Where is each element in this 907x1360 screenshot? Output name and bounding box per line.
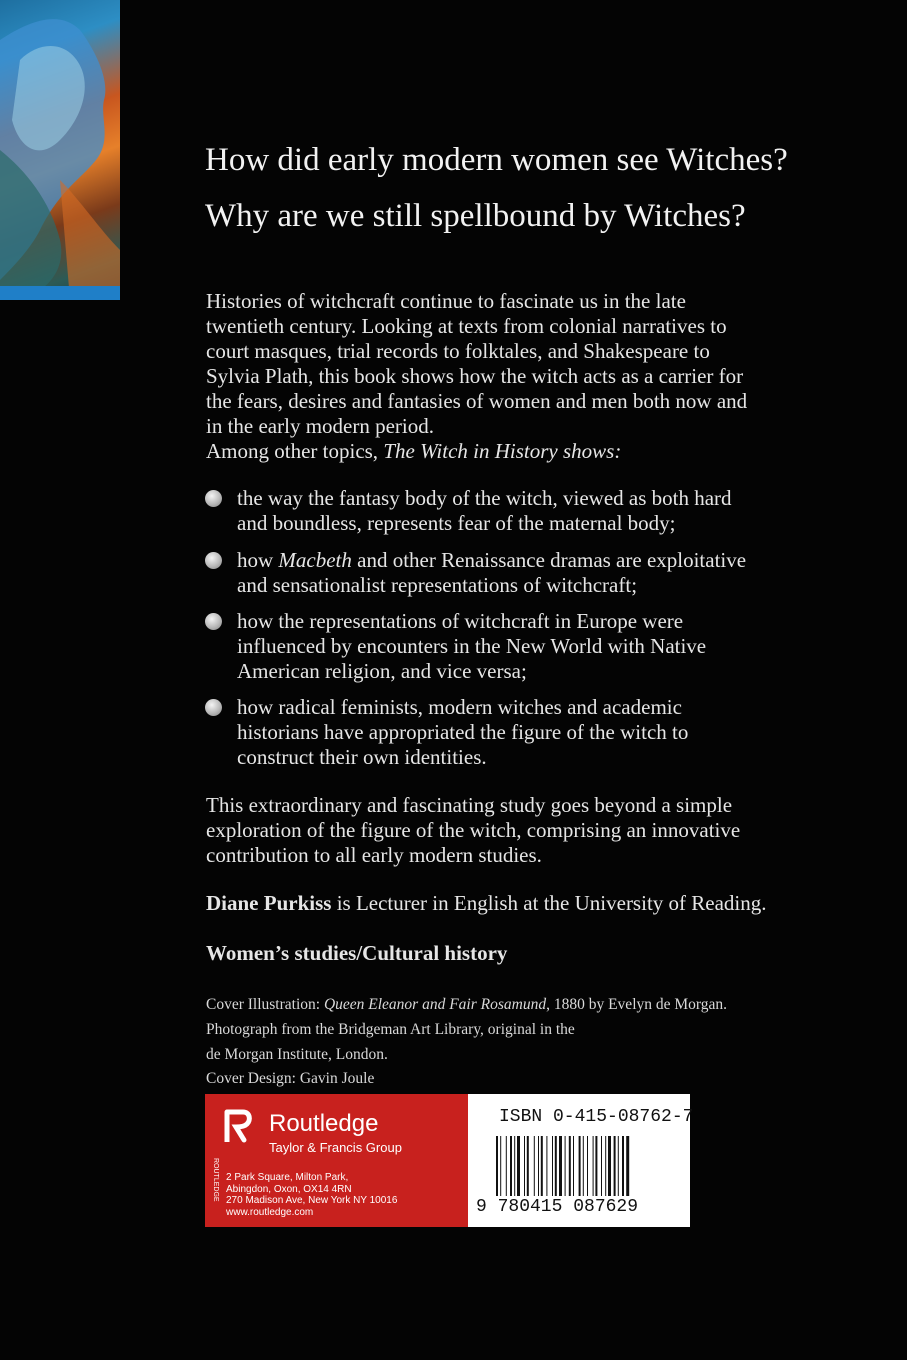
routledge-logo-icon [219,1108,253,1160]
illustration-credit: Cover Illustration: Queen Eleanor and Fair Rosamund, 1880 by Evelyn de Morgan. [206,996,728,1013]
barcode-bar [573,1136,574,1196]
author-bio: Diane Purkiss is Lecturer in English at the University of Reading. [206,891,767,915]
intro-line: Sylvia Plath, this book shows how the witch acts as a carrier for [206,364,744,388]
publisher-address: 2 Park Square, Milton Park, Abingdon, Oxon, OX14 4RN 270 Madison Ave, New York NY 10016 www.routledge.com [226,1172,398,1218]
barcode-bar [579,1136,581,1196]
barcode-bar [565,1136,566,1196]
credit-line-2: Photograph from the Bridgeman Art Library, original in the [206,1021,575,1038]
barcode-bar [500,1136,501,1196]
author-name: Diane Purkiss [206,891,332,915]
barcode-bar [552,1136,553,1196]
study-paragraph: This extraordinary and fascinating study goes beyond a simple exploration of the figure of the witch, comprising an innovative contribution to all early modern studies. [206,793,741,867]
isbn-digits: 9 780415 087629 [476,1197,639,1217]
publisher-vertical-text: ROUTLEDGE [212,1158,219,1202]
blue-strip [0,286,120,300]
barcode-bar [569,1136,571,1196]
portrait-illustration [0,0,120,300]
barcode-bar [527,1136,529,1196]
headline-1: How did early modern women see Witches? [205,142,788,178]
design-credit: Cover Design: Gavin Joule [206,1070,375,1087]
publisher-website: www.routledge.com [226,1206,314,1218]
isbn-barcode-block [468,1094,694,1227]
barcode-bar [514,1136,515,1196]
intro-line: twentieth century. Looking at texts from colonial narratives to [206,314,727,338]
barcode-bar [559,1136,562,1196]
barcode-bar [622,1136,624,1196]
book-title: The Witch in History shows: [383,439,622,463]
barcode-bar [517,1136,520,1196]
barcode-bar [618,1136,619,1196]
cover-illustration-fragment [0,0,120,300]
bullet-icon [205,613,222,630]
barcode-bar [614,1136,616,1196]
publisher-group: Taylor & Francis Group [269,1140,402,1155]
publisher-block [205,1094,468,1227]
barcode-bar [605,1136,606,1196]
headline-2: Why are we still spellbound by Witches? [205,198,746,234]
barcode-bar [587,1136,588,1196]
intro-line: the fears, desires and fantasies of women and men both now and [206,389,748,413]
bullet-icon [205,552,222,569]
barcode [496,1136,666,1196]
isbn-label: ISBN 0-415-08762-7 [499,1107,694,1127]
barcode-bar [626,1136,629,1196]
barcode-bar [608,1136,611,1196]
bullet-icon [205,699,222,716]
among-line: Among other topics, The Witch in History shows: [206,439,622,463]
barcode-bar [555,1136,557,1196]
barcode-bar [538,1136,539,1196]
publisher-name: Routledge [269,1110,379,1137]
credit-line-3: de Morgan Institute, London. [206,1046,388,1063]
intro-line: court masques, trial records to folktales, and Shakespeare to [206,339,710,363]
barcode-bar [593,1136,594,1196]
barcode-bar [595,1136,597,1196]
barcode-bar [546,1136,547,1196]
barcode-bar [534,1136,535,1196]
barcode-bar [541,1136,543,1196]
intro-paragraph [206,289,806,464]
intro-line: in the early modern period. [206,414,435,438]
bullet-icon [205,490,222,507]
intro-line: Histories of witchcraft continue to fascinate us in the late [206,289,686,313]
barcode-bar [496,1136,498,1196]
barcode-bar [510,1136,512,1196]
category-label: Women’s studies/Cultural history [206,941,508,965]
barcode-bar [506,1136,507,1196]
barcode-bar [601,1136,602,1196]
barcode-bar [583,1136,584,1196]
barcode-bar [524,1136,525,1196]
